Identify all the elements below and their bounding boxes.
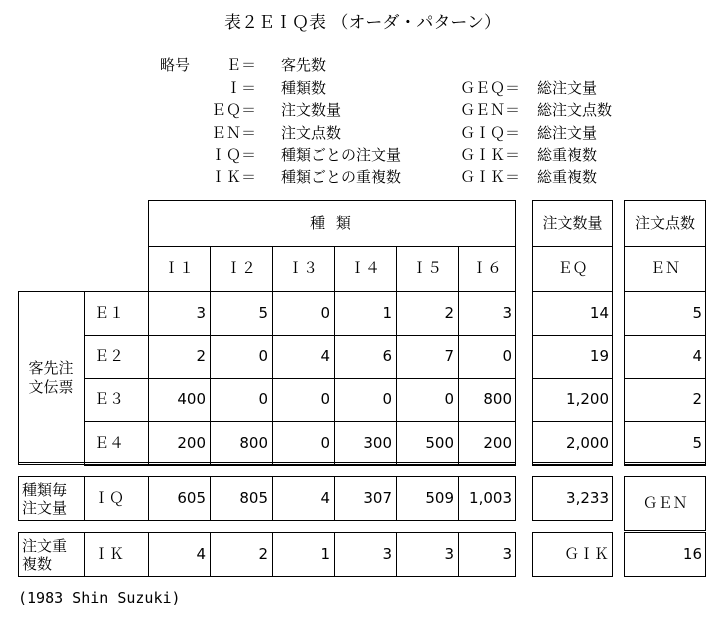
legend-key: ＥＱ＝ <box>210 101 256 119</box>
gen-label: ＧＥＮ <box>642 494 688 512</box>
row-label: Ｅ３ <box>94 390 125 408</box>
iq-cell: 307 <box>363 489 392 507</box>
ik-cell: 3 <box>502 545 512 563</box>
legend-desc: 総重複数 <box>537 168 598 186</box>
legend-key: ＧＥＮ＝ <box>460 101 521 119</box>
ik-cell: 2 <box>258 545 268 563</box>
table-cell: 0 <box>382 390 392 408</box>
legend-desc: 注文点数 <box>281 124 342 142</box>
iq-cell: 4 <box>320 489 330 507</box>
eq-label: ＥＱ <box>557 259 588 277</box>
gik-value: 16 <box>682 545 702 563</box>
en-cell: 2 <box>692 390 702 408</box>
legend-desc: 総注文量 <box>537 79 598 97</box>
item-header: Ｉ６ <box>471 259 502 277</box>
legend-desc: 総注文量 <box>537 124 598 142</box>
table-cell: 800 <box>239 433 268 452</box>
gik-label: ＧＩＫ <box>563 545 609 563</box>
table-cell: 3 <box>502 303 512 322</box>
table-cell: 0 <box>502 347 512 365</box>
legend-key: ＧＥＱ＝ <box>460 79 521 97</box>
en-cell: 5 <box>692 303 702 322</box>
legend-desc: 種類ごとの注文量 <box>281 146 402 164</box>
table-cell: 0 <box>320 303 330 322</box>
legend-desc: 種類数 <box>281 79 327 97</box>
table-cell: 0 <box>320 433 330 452</box>
ik-cell: 4 <box>196 545 206 563</box>
table-cell: 2 <box>444 303 454 322</box>
table-cell: 500 <box>425 433 454 452</box>
kind-header: 種 類 <box>310 213 354 232</box>
ik-group-label: 注文重 複数 <box>22 536 68 573</box>
geq-value: 3,233 <box>566 489 609 507</box>
legend-key: Ｉ＝ <box>225 79 256 97</box>
row-label: Ｅ２ <box>94 347 125 365</box>
item-header: Ｉ２ <box>225 259 256 277</box>
iq-cell: 509 <box>425 489 454 507</box>
legend-key: ＩＫ＝ <box>210 168 256 186</box>
eq-cell: 1,200 <box>566 390 609 408</box>
legend-desc: 総注文点数 <box>537 101 613 119</box>
ik-cell: 1 <box>320 545 330 563</box>
item-header: Ｉ３ <box>287 259 318 277</box>
table-cell: 200 <box>483 433 512 452</box>
table-cell: 1 <box>382 303 392 322</box>
table-cell: 6 <box>382 347 392 365</box>
table-cell: 200 <box>177 433 206 452</box>
ik-cell: 3 <box>382 545 392 563</box>
page-title: 表２ＥＩＱ表 （オーダ・パターン） <box>223 13 502 33</box>
legend-key: ＥＮ＝ <box>210 124 256 142</box>
table-cell: 400 <box>177 390 206 408</box>
eq-cell: 2,000 <box>566 433 609 452</box>
table-cell: 0 <box>320 390 330 408</box>
legend-key: Ｅ＝ <box>225 56 256 74</box>
legend-key: ＧＩＱ＝ <box>460 124 521 142</box>
iq-cell: 1,003 <box>469 489 512 507</box>
eq-cell: 19 <box>589 347 609 365</box>
legend-desc: 総重複数 <box>537 146 598 164</box>
table-cell: 300 <box>363 433 392 452</box>
eq-header: 注文数量 <box>542 213 603 232</box>
table-cell: 0 <box>258 347 268 365</box>
table-cell: 0 <box>258 390 268 408</box>
legend-desc: 種類ごとの重複数 <box>281 168 402 186</box>
en-cell: 5 <box>692 433 702 452</box>
table-cell: 0 <box>444 390 454 408</box>
table-cell: 2 <box>196 347 206 365</box>
iq-cell: 605 <box>177 489 206 507</box>
legend-prefix: 略号 <box>160 56 191 74</box>
legend-key: ＧＩＫ＝ <box>460 168 521 186</box>
table-cell: 7 <box>444 347 454 365</box>
en-label: ＥＮ <box>649 259 680 277</box>
legend-desc: 客先数 <box>281 56 327 74</box>
en-cell: 4 <box>692 347 702 365</box>
item-header: Ｉ１ <box>163 259 194 277</box>
iq-group-label: 種類毎 注文量 <box>22 480 68 517</box>
row-label: Ｅ１ <box>94 303 125 322</box>
credit: (1983 Shin Suzuki) <box>18 589 181 607</box>
group-label: 客先注 文伝票 <box>28 359 74 396</box>
table-cell: 800 <box>483 390 512 408</box>
en-header: 注文点数 <box>634 213 695 232</box>
iq-label: ＩＱ <box>94 489 125 507</box>
legend-key: ＩＱ＝ <box>210 146 256 164</box>
item-header: Ｉ４ <box>349 259 380 277</box>
row-label: Ｅ４ <box>94 433 125 452</box>
table-cell: 5 <box>258 303 268 322</box>
table-cell: 3 <box>196 303 206 322</box>
ik-cell: 3 <box>444 545 454 563</box>
legend-desc: 注文数量 <box>281 101 342 119</box>
table-cell: 4 <box>320 347 330 365</box>
item-header: Ｉ５ <box>411 259 442 277</box>
legend-key: ＧＩＫ＝ <box>460 146 521 164</box>
eq-cell: 14 <box>589 303 609 322</box>
ik-label: ＩＫ <box>94 545 125 563</box>
iq-cell: 805 <box>239 489 268 507</box>
